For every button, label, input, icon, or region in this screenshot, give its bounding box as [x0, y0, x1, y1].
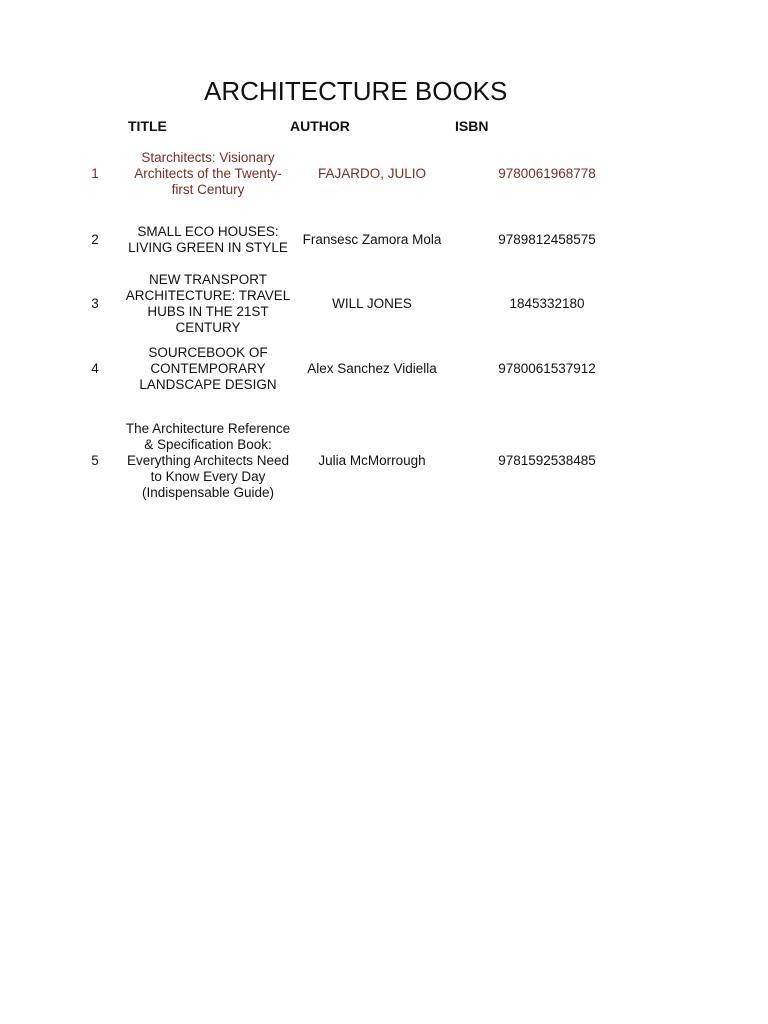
- row-number: 5: [91, 453, 99, 468]
- row-number: 3: [91, 296, 99, 311]
- column-header-title: TITLE: [128, 118, 167, 134]
- book-isbn: 1845332180: [509, 296, 585, 311]
- row-number: 2: [91, 232, 99, 247]
- book-author: Fransesc Zamora Mola: [302, 232, 442, 247]
- row-number: 4: [91, 361, 99, 376]
- book-isbn: 9780061537912: [498, 361, 596, 376]
- column-header-isbn: ISBN: [455, 118, 489, 134]
- table-row: [0, 214, 768, 266]
- book-isbn: 9789812458575: [498, 232, 596, 247]
- book-title: The Architecture Reference & Specification Book: Everything Architects Need to Know Every Day (Indispensable Guide): [125, 421, 291, 500]
- page-title: ARCHITECTURE BOOKS: [204, 76, 508, 106]
- row-number: 1: [91, 166, 99, 181]
- book-title: SMALL ECO HOUSES: LIVING GREEN IN STYLE: [128, 224, 288, 255]
- book-author: Alex Sanchez Vidiella: [307, 361, 437, 376]
- book-title: Starchitects: Visionary Architects of the Twenty-first Century: [134, 150, 282, 197]
- book-title: SOURCEBOOK OF CONTEMPORARY LANDSCAPE DESIGN: [139, 345, 277, 392]
- table-row: [0, 148, 768, 200]
- book-isbn: 9780061968778: [498, 166, 596, 181]
- book-author: WILL JONES: [332, 296, 412, 311]
- book-author: FAJARDO, JULIO: [317, 166, 427, 181]
- table-row: [0, 271, 768, 337]
- book-isbn: 9781592538485: [498, 453, 596, 468]
- book-title: NEW TRANSPORT ARCHITECTURE: TRAVEL HUBS IN THE 21ST CENTURY: [125, 272, 291, 335]
- table-row: [0, 343, 768, 395]
- book-author: Julia McMorrough: [318, 453, 426, 468]
- table-row: [0, 411, 768, 511]
- column-header-author: AUTHOR: [290, 118, 350, 134]
